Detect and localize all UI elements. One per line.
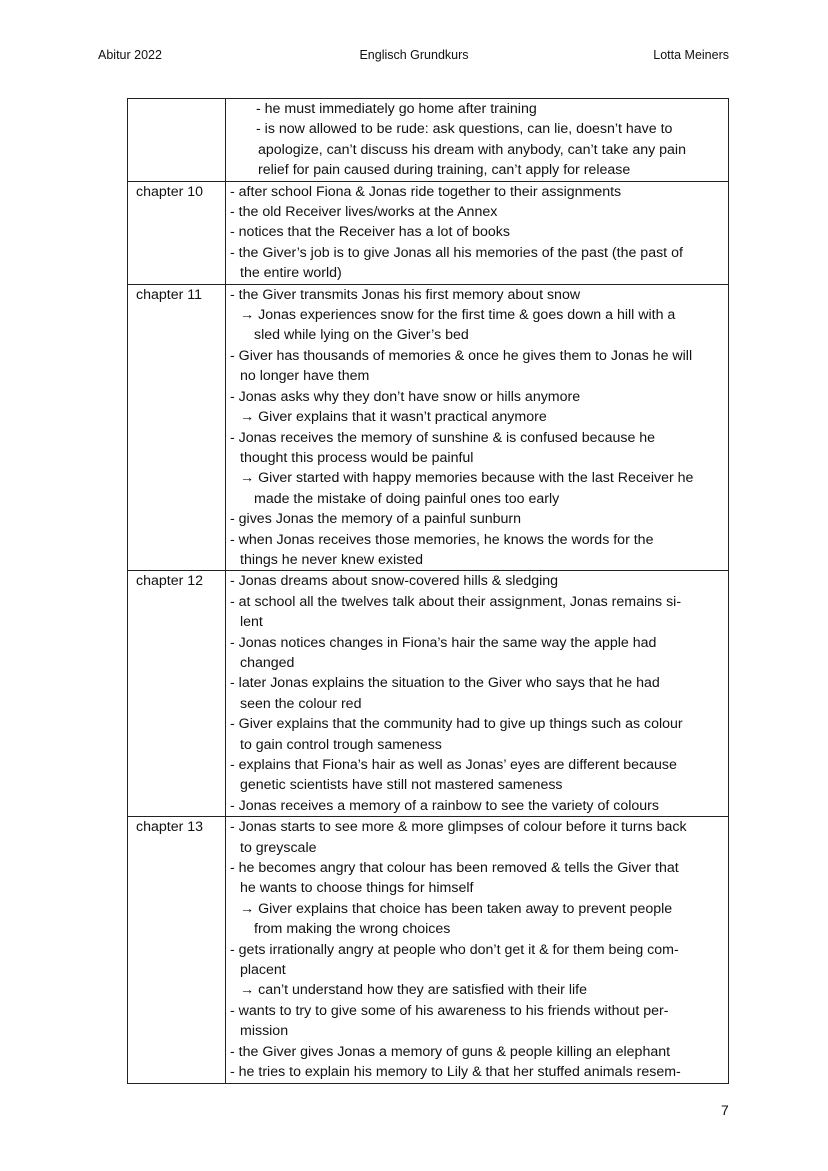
note-line: sled while lying on the Giver’s bed [254, 327, 469, 344]
note-line: - notices that the Receiver has a lot of books [230, 224, 510, 241]
table-row [128, 284, 729, 571]
note-line: seen the colour red [240, 695, 362, 712]
note-line: - Jonas asks why they don’t have snow or hills anymore [230, 388, 581, 405]
note-line: → Giver started with happy memories because with the last Receiver he [240, 470, 694, 487]
note-line: - Jonas receives the memory of sunshine & is confused because he [230, 429, 656, 446]
note-line: to greyscale [240, 839, 317, 856]
note-line: things he never knew existed [240, 551, 423, 568]
chapter-notes-cell [226, 181, 729, 284]
table-row [128, 571, 729, 817]
table-row [128, 817, 729, 1083]
note-line: - the old Receiver lives/works at the Annex [230, 204, 498, 221]
note-line: - he must immediately go home after training [256, 101, 537, 117]
note-line: the entire world) [240, 265, 342, 282]
table-row [128, 181, 729, 284]
note-line: - the Giver transmits Jonas his first memory about snow [230, 286, 581, 303]
chapter-notes-cell [226, 817, 729, 1083]
chapter-notes-cell [226, 284, 729, 571]
note-line: - later Jonas explains the situation to the Giver who says that he had [230, 675, 660, 692]
header-author: Lotta Meiners [653, 48, 729, 62]
chapter-notes-cell [226, 571, 729, 817]
note-line: changed [240, 654, 295, 671]
chapter-notes-body [128, 99, 729, 1084]
note-line: - Jonas receives a memory of a rainbow to see the variety of colours [230, 797, 659, 814]
table-row [128, 99, 729, 182]
note-line: - when Jonas receives those memories, he knows the words for the [230, 531, 654, 548]
note-line: - Jonas starts to see more & more glimpses of colour before it turns back [230, 819, 687, 836]
header-exam-title: Abitur 2022 [98, 48, 162, 62]
note-line: - the Giver’s job is to give Jonas all his memories of the past (the past of [230, 244, 683, 261]
note-line: → can’t understand how they are satisfied with their life [240, 982, 587, 999]
note-line: to gain control trough sameness [240, 736, 442, 753]
chapter-label: chapter 11 [128, 284, 226, 571]
note-line: placent [240, 962, 286, 979]
chapter-label: chapter 12 [128, 571, 226, 817]
chapter-notes-table [127, 98, 729, 1084]
note-line: thought this process would be painful [240, 449, 474, 466]
note-line: - gets irrationally angry at people who don’t get it & for them being com- [230, 941, 679, 958]
note-line: apologize, can’t discuss his dream with anybody, can’t take any pain [258, 141, 686, 158]
note-line: lent [240, 614, 263, 631]
note-line: no longer have them [240, 368, 370, 385]
note-line: - the Giver gives Jonas a memory of guns & people killing an elephant [230, 1043, 671, 1060]
note-line: - explains that Fiona’s hair as well as Jonas’ eyes are different because [230, 757, 677, 773]
note-line: relief for pain caused during training, can’t apply for release [258, 162, 631, 179]
note-line: - Jonas notices changes in Fiona’s hair the same way the apple had [230, 634, 657, 651]
note-line: → Giver explains that choice has been taken away to prevent people [240, 900, 673, 917]
note-line: - is now allowed to be rude: ask questions, can lie, doesn’t have to [256, 121, 673, 138]
note-line: - Jonas dreams about snow-covered hills & sledging [230, 573, 559, 590]
note-line: from making the wrong choices [254, 921, 451, 938]
note-line: - wants to try to give some of his awareness to his friends without per- [230, 1002, 669, 1019]
chapter-label: chapter 10 [128, 181, 226, 284]
note-line: - Giver has thousands of memories & once he gives them to Jonas he will [230, 347, 693, 364]
chapter-notes-cell [226, 99, 729, 182]
note-line: - Giver explains that the community had to give up things such as colour [230, 716, 683, 733]
note-line: mission [240, 1023, 289, 1040]
note-line: → Jonas experiences snow for the first time & goes down a hill with a [240, 307, 676, 324]
page-number: 7 [721, 1102, 729, 1118]
note-line: - after school Fiona & Jonas ride together to their assignments [230, 183, 622, 200]
header-course-title: Englisch Grundkurs [359, 48, 469, 62]
chapter-label [128, 99, 226, 182]
note-line: → Giver explains that it wasn’t practical anymore [240, 409, 547, 426]
note-line: genetic scientists have still not mastered sameness [240, 777, 563, 794]
note-line: made the mistake of doing painful ones too early [254, 490, 560, 507]
note-line: - gives Jonas the memory of a painful sunburn [230, 511, 521, 528]
note-line: - he tries to explain his memory to Lily & that her stuffed animals resem- [230, 1064, 681, 1081]
note-line: - at school all the twelves talk about their assignment, Jonas remains si- [230, 593, 682, 610]
page-header [0, 48, 828, 68]
note-line: - he becomes angry that colour has been removed & tells the Giver that [230, 860, 679, 877]
chapter-label: chapter 13 [128, 817, 226, 1083]
note-line: he wants to choose things for himself [240, 880, 474, 897]
